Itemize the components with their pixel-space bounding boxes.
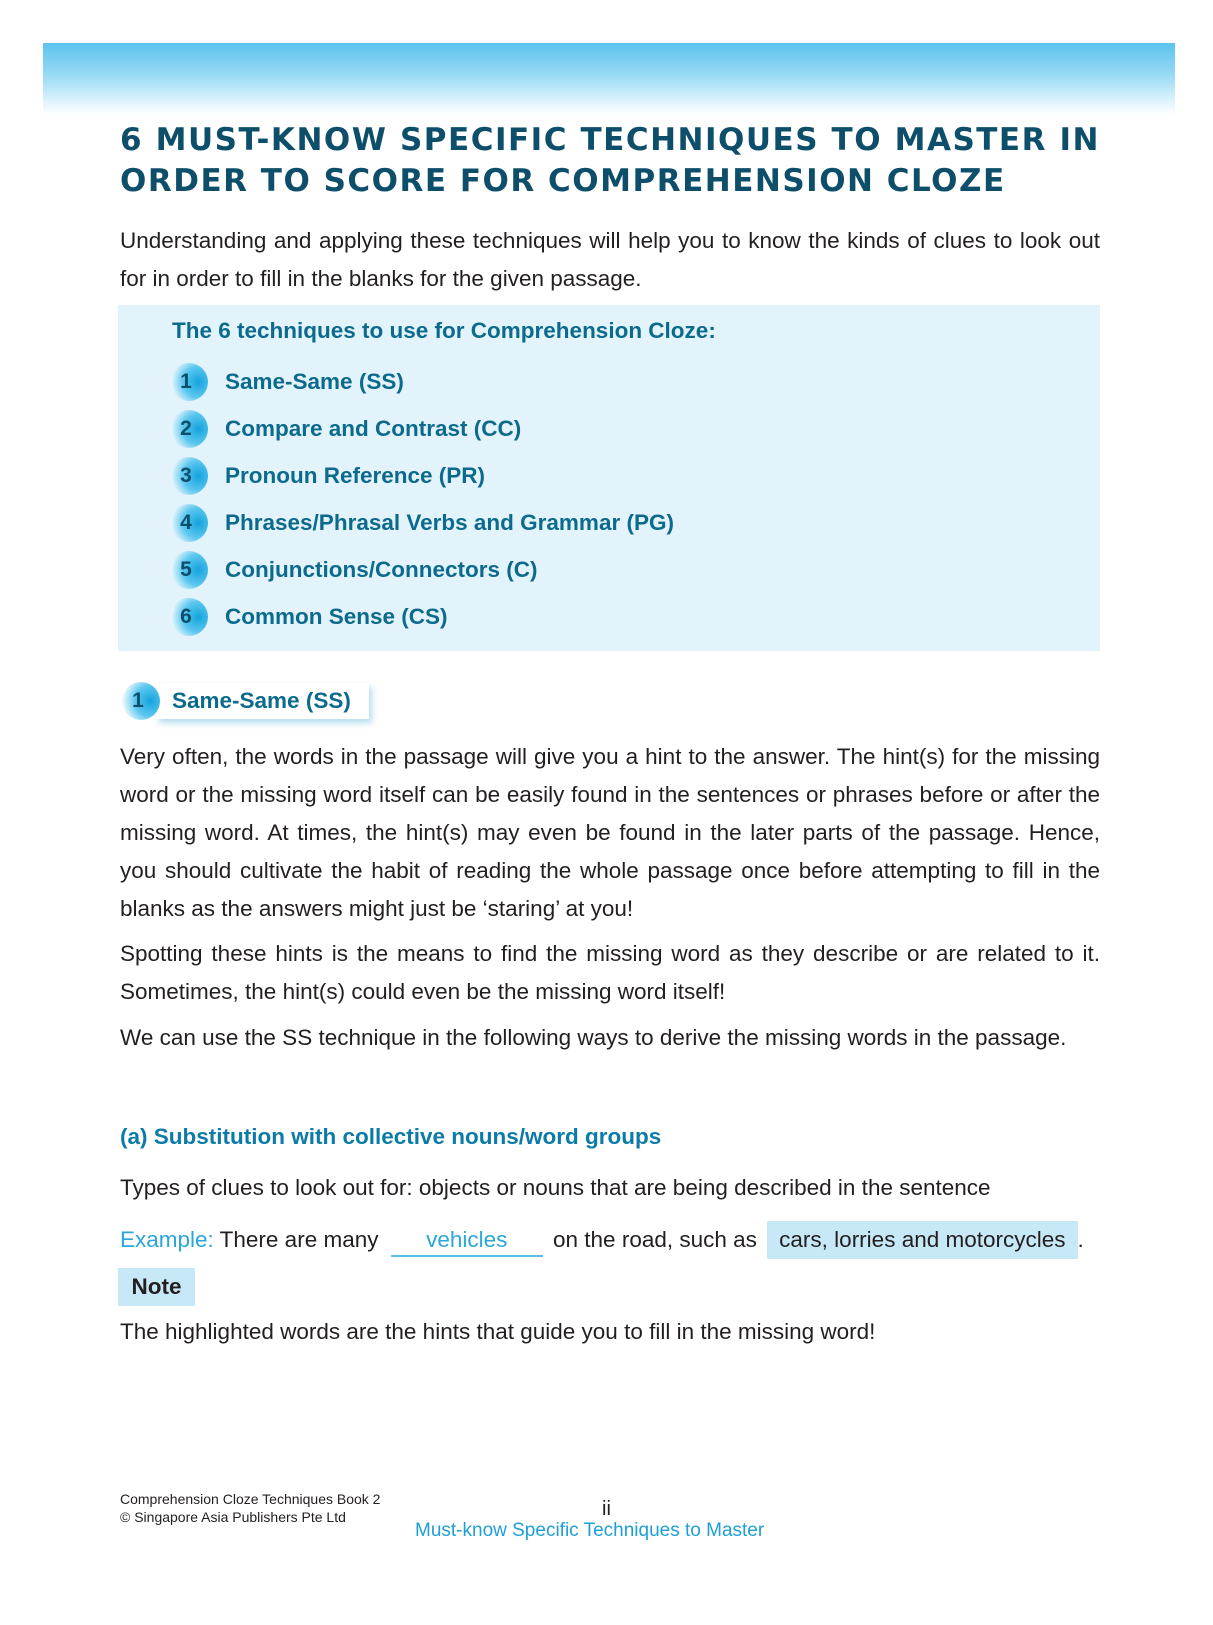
- number-bullet-icon: 1: [170, 363, 208, 401]
- list-item: [170, 452, 674, 499]
- page-number: ii: [602, 1498, 611, 1520]
- body-paragraph: Spotting these hints is the means to find the missing word as they describe or are related to it. Sometimes, the hint(s) could even be the missing word itself!: [120, 941, 1100, 1004]
- section-heading-tab: [122, 683, 369, 719]
- list-item: [170, 546, 674, 593]
- number-bullet-icon: 6: [170, 598, 208, 636]
- example-sentence: [120, 1220, 1110, 1260]
- technique-label: Phrases/Phrasal Verbs and Grammar (PG): [225, 509, 674, 535]
- number-bullet-icon: 2: [170, 410, 208, 448]
- book-title: Comprehension Cloze Techniques Book 2: [120, 1491, 381, 1507]
- technique-label: Common Sense (CS): [225, 603, 448, 629]
- number-bullet-icon: 5: [170, 551, 208, 589]
- footer-credits: [120, 1490, 380, 1526]
- copyright: © Singapore Asia Publishers Pte Ltd: [120, 1509, 346, 1525]
- number-bullet-icon: 4: [170, 504, 208, 542]
- number-bullet-icon: 1: [122, 682, 160, 720]
- clue-types-text: Types of clues to look out for: objects or nouns that are being described in the sentence: [120, 1175, 991, 1200]
- note-label: Note: [118, 1268, 195, 1306]
- techniques-list: [170, 358, 674, 640]
- list-item: [170, 405, 674, 452]
- page-title: 6 MUST-KNOW SPECIFIC TECHNIQUES TO MASTER IN ORDER TO SCORE FOR COMPREHENSION CLOZE: [120, 122, 1100, 199]
- technique-label: Pronoun Reference (PR): [225, 462, 486, 488]
- technique-label: Compare and Contrast (CC): [225, 415, 522, 441]
- intro-paragraph: Understanding and applying these techniques will help you to know the kinds of clues to look out for in order to fill in the blanks for the given passage.: [120, 228, 1100, 291]
- technique-label: Same-Same (SS): [225, 368, 404, 394]
- chapter-title: Must-know Specific Techniques to Master: [415, 1520, 765, 1541]
- header-band: [43, 43, 1175, 115]
- subsection-heading: (a) Substitution with collective nouns/word groups: [120, 1124, 662, 1149]
- example-text: .: [1077, 1227, 1084, 1252]
- section-title: Same-Same (SS): [172, 688, 351, 713]
- example-label: Example:: [120, 1227, 214, 1252]
- list-item: [170, 358, 674, 405]
- list-item: [170, 499, 674, 546]
- example-text: There are many: [219, 1227, 379, 1252]
- highlighted-hint: cars, lorries and motorcycles: [767, 1221, 1077, 1259]
- number-bullet-icon: 3: [170, 457, 208, 495]
- list-item: [170, 593, 674, 640]
- technique-label: Conjunctions/Connectors (C): [225, 556, 538, 582]
- body-paragraph: Very often, the words in the passage will give you a hint to the answer. The hint(s) for the missing word or the missing word itself can be easily found in the sentences or phrases before or after the missing word. At times, the hint(s) may even be found in the later parts of the passage. Hence, you should cultivate the habit of reading the whole passage once before attempting to fill in the blanks as the answers might just be ‘staring’ at you!: [120, 744, 1100, 921]
- note-text: The highlighted words are the hints that guide you to fill in the missing word!: [120, 1319, 876, 1344]
- example-text: on the road, such as: [553, 1227, 757, 1252]
- answer-blank: vehicles: [391, 1225, 543, 1257]
- techniques-heading: The 6 techniques to use for Comprehension Cloze:: [172, 318, 716, 343]
- body-paragraph: We can use the SS technique in the following ways to derive the missing words in the passage.: [120, 1025, 1067, 1050]
